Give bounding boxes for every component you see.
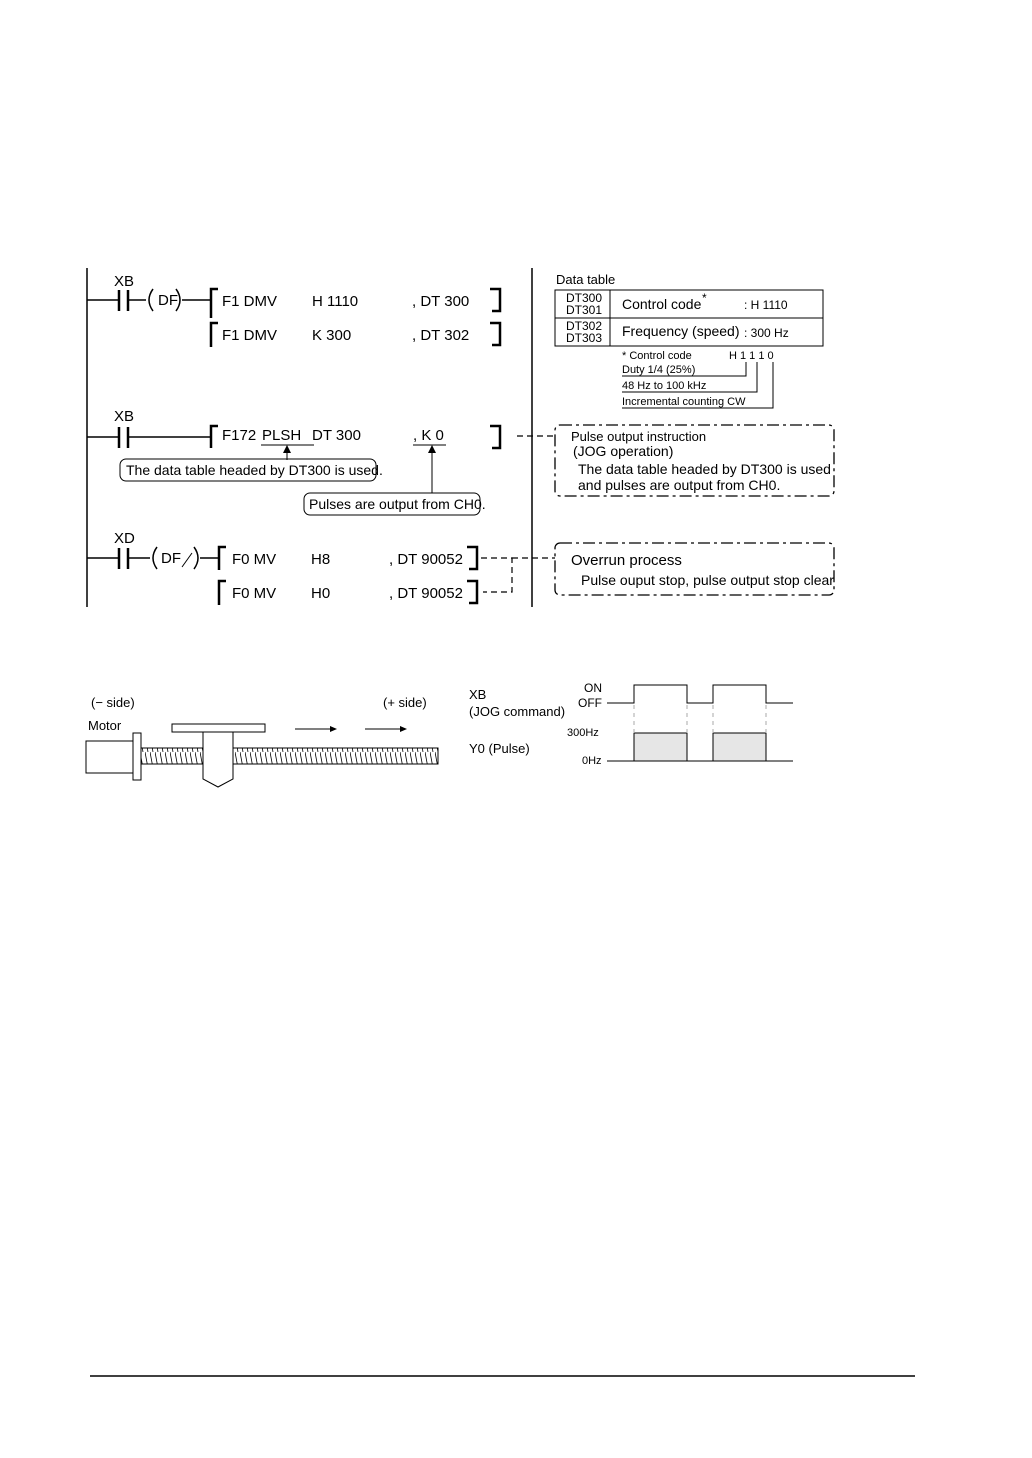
y0-label: Y0 (Pulse): [469, 741, 530, 756]
address: DT301: [566, 303, 603, 317]
note-text: Pulse ouput stop, pulse output stop clear: [581, 572, 834, 588]
instruction: F1 DMV: [222, 293, 278, 310]
operand-1: H8: [311, 551, 331, 568]
operand-1: DT 300: [312, 427, 361, 444]
operand-2: , DT 302: [412, 327, 470, 344]
df-label: DF: [158, 292, 178, 309]
callout-text: Pulses are output from CH0.: [309, 496, 486, 512]
rung-3: [87, 530, 555, 605]
instruction: F1 DMV: [222, 327, 278, 344]
note-pulse-output: [555, 425, 834, 496]
operand-2: , DT 300: [412, 293, 470, 310]
df-label: DF: [161, 550, 181, 567]
df-inverse-coil: [153, 547, 157, 569]
address: DT300: [566, 291, 603, 305]
footnote-mark: *: [702, 291, 707, 305]
note-text: and pulses are output from CH0.: [578, 477, 781, 493]
xb-label: XB: [469, 687, 487, 702]
note-title: Pulse output instruction: [571, 429, 707, 444]
xb-waveform: [607, 685, 793, 703]
note-item: Incremental counting CW: [622, 396, 746, 408]
row-label: Frequency (speed): [622, 323, 740, 339]
note-title: Overrun process: [571, 552, 682, 569]
instruction: F0 MV: [232, 551, 277, 568]
jog-label: (JOG command): [469, 704, 566, 719]
row-label: Control code: [622, 296, 702, 312]
data-table: [555, 272, 823, 408]
address: DT302: [566, 319, 603, 333]
note-item: 48 Hz to 100 kHz: [622, 380, 707, 392]
instr-bracket-close: [490, 289, 500, 311]
note-text: The data table headed by DT300 is used: [578, 461, 831, 477]
hz0-label: 0Hz: [582, 755, 602, 767]
row-value: : H 1110: [744, 298, 788, 312]
address: DT303: [566, 331, 603, 345]
rung-2: [87, 408, 500, 515]
motor-body: [86, 741, 133, 773]
on-label: ON: [584, 681, 602, 695]
operand-2: , DT 90052: [389, 585, 463, 602]
note-item: Duty 1/4 (25%): [622, 364, 696, 376]
row-value: : 300 Hz: [744, 326, 789, 340]
instruction: F172: [222, 427, 257, 444]
contact-label: XB: [114, 273, 135, 290]
operand-2: , K 0: [413, 427, 444, 444]
note-overrun: [555, 543, 834, 595]
minus-side-label: (− side): [91, 695, 135, 710]
data-table-title: Data table: [556, 272, 616, 287]
operand-2: , DT 90052: [389, 551, 463, 568]
instr-bracket-open: [211, 289, 218, 318]
pulse-block: [713, 733, 766, 761]
timing-chart: [469, 681, 793, 767]
note-title: * Control code: [622, 350, 692, 362]
operand-1: K 300: [312, 327, 352, 344]
motor-label: Motor: [88, 718, 122, 733]
hz300-label: 300Hz: [567, 727, 599, 739]
plus-side-label: (+ side): [383, 695, 427, 710]
table-carriage: [172, 724, 265, 732]
contact-label: XD: [114, 530, 135, 547]
df-coil: [149, 289, 153, 311]
rung-1: [87, 273, 500, 347]
operand-1: H0: [311, 585, 331, 602]
callout-text: The data table headed by DT300 is used.: [126, 462, 383, 478]
pulse-block: [634, 733, 687, 761]
off-label: OFF: [578, 696, 602, 710]
operand-1: H 1110: [312, 293, 359, 310]
note-subtitle: (JOG operation): [573, 443, 674, 459]
instruction: F0 MV: [232, 585, 277, 602]
mnemonic: PLSH: [262, 427, 302, 444]
contact-label: XB: [114, 408, 135, 425]
note-code: H 1 1 1 0: [729, 350, 774, 362]
screw-shaft: [141, 748, 438, 764]
ball-screw-diagram: [86, 695, 438, 787]
